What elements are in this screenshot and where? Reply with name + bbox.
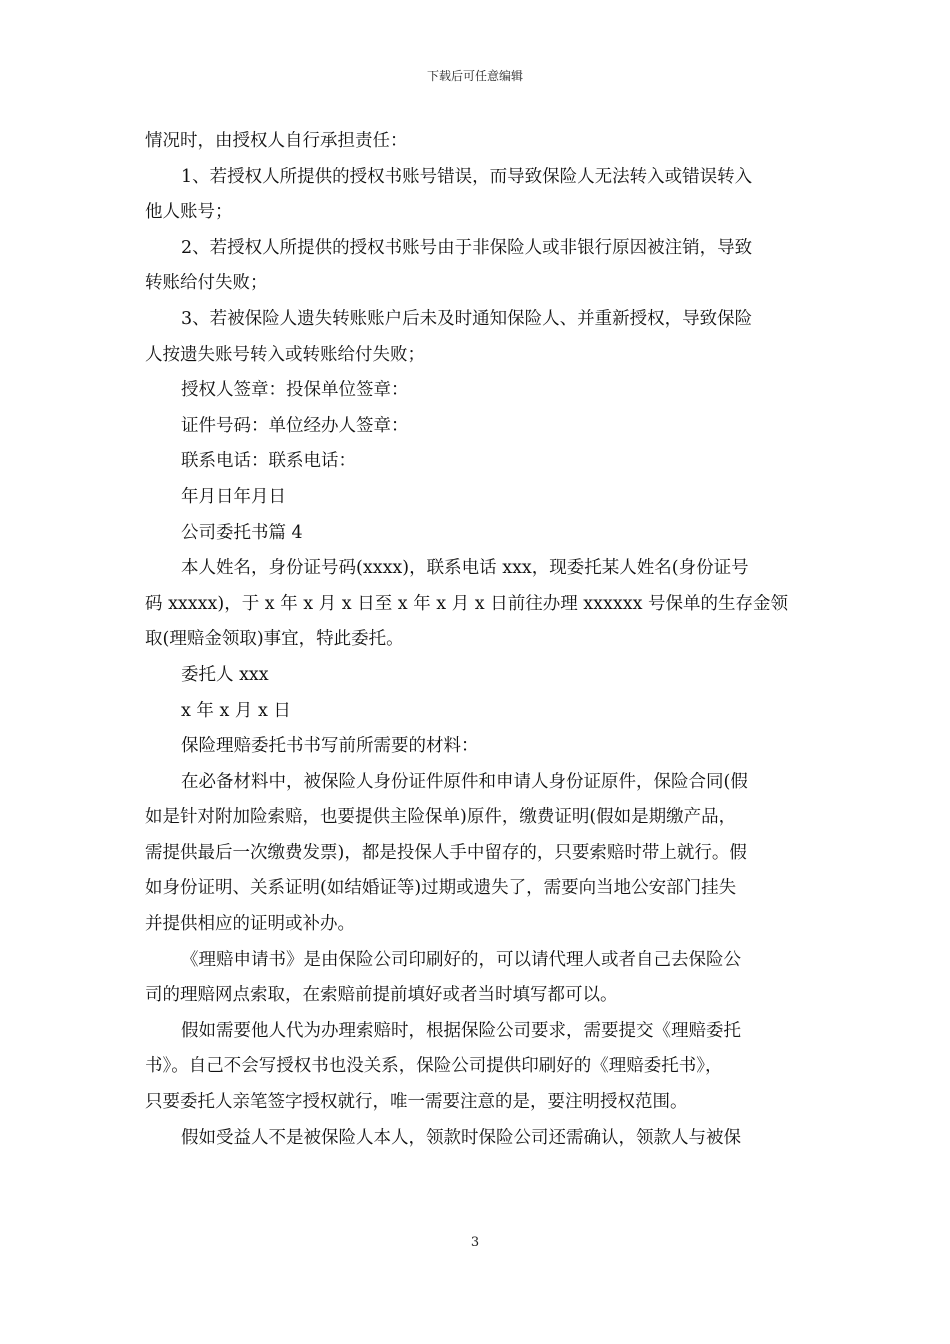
text-line: 人按遗失账号转入或转账给付失败； [145, 344, 425, 365]
text-line: 假如需要他人代为办理索赔时，根据保险公司要求，需要提交《理赔委托 [181, 1020, 741, 1041]
text-line: 如是针对附加险索赔，也要提供主险保单)原件，缴费证明(假如是期缴产品， [145, 807, 737, 828]
text-line: 取(理赔金领取)事宜，特此委托。 [145, 629, 404, 650]
text-line: 他人账号； [145, 202, 233, 223]
text-line: 本人姓名，身份证号码(xxxx)，联系电话 xxx，现委托某人姓名(身份证号 [181, 558, 749, 579]
text-line: 1、若授权人所提供的授权书账号错误，而导致保险人无法转入或错误转入 [181, 166, 753, 187]
text-line: 保险理赔委托书书写前所需要的材料： [181, 736, 479, 757]
text-line: 《理赔申请书》是由保险公司印刷好的，可以请代理人或者自己去保险公 [181, 949, 741, 970]
text-line: 转账给付失败； [145, 273, 268, 294]
text-line: 只要委托人亲笔签字授权就行，唯一需要注意的是，要注明授权范围。 [145, 1092, 688, 1113]
text-line: 情况时，由授权人自行承担责任： [145, 131, 408, 151]
text-line: 年月日年月日 [181, 486, 286, 507]
text-line: 并提供相应的证明或补办。 [145, 914, 355, 935]
text-line: 在必备材料中，被保险人身份证件原件和申请人身份证原件，保险合同(假 [181, 771, 748, 792]
document-body [145, 124, 808, 1156]
page-header: 下载后可任意编辑 [426, 69, 523, 83]
text-line: 码 xxxxx)，于 x 年 x 月 x 日至 x 年 x 月 x 日前往办理 xxxxxx 号保单的生存金领 [145, 593, 789, 614]
text-line: x 年 x 月 x 日 [181, 700, 291, 721]
text-line: 授权人签章：投保单位签章： [181, 380, 409, 401]
text-line: 如身份证明、关系证明(如结婚证等)过期或遗失了，需要向当地公安部门挂失 [145, 878, 737, 899]
text-line: 2、若授权人所提供的授权书账号由于非保险人或非银行原因被注销，导致 [181, 237, 753, 258]
text-line: 司的理赔网点索取，在索赔前提前填好或者当时填写都可以。 [145, 985, 618, 1006]
text-line: 联系电话：联系电话： [181, 451, 356, 472]
text-line: 书》。自己不会写授权书也没关系，保险公司提供印刷好的《理赔委托书》， [145, 1056, 723, 1077]
text-line: 3、若被保险人遗失转账账户后未及时通知保险人、并重新授权，导致保险 [181, 308, 753, 329]
text-line: 委托人 xxx [181, 664, 269, 685]
text-line: 假如受益人不是被保险人本人，领款时保险公司还需确认，领款人与被保 [181, 1127, 741, 1148]
text-line: 证件号码：单位经办人签章： [181, 415, 409, 436]
text-line: 需提供最后一次缴费发票)，都是投保人手中留存的，只要索赔时带上就行。假 [145, 842, 747, 863]
text-line: 公司委托书篇 4 [181, 522, 303, 543]
page-number: 3 [470, 1235, 480, 1250]
